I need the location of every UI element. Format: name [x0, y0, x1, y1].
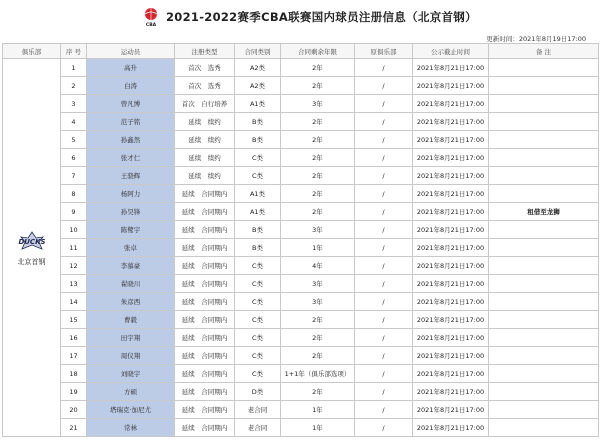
cell-original-club: /: [355, 113, 413, 131]
cell-contract-category: B类: [235, 131, 281, 149]
cell-deadline: 2021年8月21日17:00: [413, 185, 489, 203]
cell-no: 15: [61, 311, 87, 329]
cell-deadline: 2021年8月21日17:00: [413, 95, 489, 113]
cell-no: 21: [61, 419, 87, 437]
club-cell: [3, 59, 61, 437]
cell-reg-type: 延续 续约: [175, 113, 235, 131]
cell-no: 2: [61, 77, 87, 95]
cell-contract-category: C类: [235, 167, 281, 185]
cell-athlete: 曾凡博: [87, 95, 175, 113]
cell-no: 1: [61, 59, 87, 77]
cell-reg-type: 延续 合同期内: [175, 293, 235, 311]
cell-contract-category: A2类: [235, 59, 281, 77]
cell-reg-type: 延续 合同期内: [175, 239, 235, 257]
cell-athlete: 高升: [87, 59, 175, 77]
cell-reg-type: 首次 选秀: [175, 77, 235, 95]
cell-remaining-years: 3年: [281, 221, 355, 239]
cell-deadline: 2021年8月21日17:00: [413, 131, 489, 149]
cell-reg-type: 延续 续约: [175, 167, 235, 185]
cell-remaining-years: 3年: [281, 95, 355, 113]
ducks-logo: [12, 229, 52, 255]
header-athlete: 运动员: [87, 44, 175, 59]
cell-deadline: 2021年8月21日17:00: [413, 347, 489, 365]
cell-reg-type: 首次 自行培养: [175, 95, 235, 113]
cell-deadline: 2021年8月21日17:00: [413, 149, 489, 167]
cell-remaining-years: 2年: [281, 311, 355, 329]
cell-original-club: /: [355, 221, 413, 239]
table-header-row: [3, 44, 599, 59]
cell-reg-type: 延续 合同期内: [175, 311, 235, 329]
header-original-club: 原俱乐部: [355, 44, 413, 59]
cell-remaining-years: 2年: [281, 203, 355, 221]
cell-reg-type: 延续 合同期内: [175, 257, 235, 275]
cell-athlete: 刘晓宇: [87, 365, 175, 383]
cell-original-club: /: [355, 365, 413, 383]
table-row: [3, 419, 599, 437]
cba-logo: [143, 7, 159, 27]
cell-deadline: 2021年8月21日17:00: [413, 221, 489, 239]
cell-contract-category: C类: [235, 347, 281, 365]
cell-athlete: 周仪翔: [87, 347, 175, 365]
cell-contract-category: B类: [235, 221, 281, 239]
cell-original-club: /: [355, 293, 413, 311]
table-row: [3, 347, 599, 365]
cell-remaining-years: 2年: [281, 383, 355, 401]
cell-contract-category: 老合同: [235, 401, 281, 419]
cell-original-club: /: [355, 401, 413, 419]
cell-remaining-years: 1年: [281, 239, 355, 257]
cell-no: 19: [61, 383, 87, 401]
cell-remark: 租借至龙狮: [489, 203, 599, 221]
table-row: [3, 383, 599, 401]
table-row: [3, 293, 599, 311]
cell-reg-type: 延续 合同期内: [175, 275, 235, 293]
header-club: 俱乐部: [3, 44, 61, 59]
cell-original-club: /: [355, 239, 413, 257]
cell-athlete: 范子铭: [87, 113, 175, 131]
cell-original-club: /: [355, 167, 413, 185]
cell-remaining-years: 1年: [281, 419, 355, 437]
cell-no: 12: [61, 257, 87, 275]
svg-text:CBA: CBA: [145, 23, 157, 27]
cell-reg-type: 延续 续约: [175, 149, 235, 167]
cell-contract-category: C类: [235, 311, 281, 329]
header-remaining-years: 合同剩余年限: [281, 44, 355, 59]
cell-deadline: 2021年8月21日17:00: [413, 113, 489, 131]
cell-no: 4: [61, 113, 87, 131]
cell-reg-type: 延续 合同期内: [175, 185, 235, 203]
header-reg-type: 注册类型: [175, 44, 235, 59]
cell-athlete: 曹毅: [87, 311, 175, 329]
cell-reg-type: 延续 合同期内: [175, 329, 235, 347]
cell-athlete: 孙鑫然: [87, 131, 175, 149]
cell-remaining-years: 2年: [281, 167, 355, 185]
table-body: [3, 59, 599, 437]
cell-remaining-years: 2年: [281, 113, 355, 131]
cell-deadline: 2021年8月21日17:00: [413, 167, 489, 185]
cell-deadline: 2021年8月21日17:00: [413, 275, 489, 293]
table-row: [3, 329, 599, 347]
cell-remark: [489, 131, 599, 149]
cell-remark: [489, 167, 599, 185]
cell-original-club: /: [355, 185, 413, 203]
cell-remark: [489, 149, 599, 167]
cell-remaining-years: 3年: [281, 275, 355, 293]
cell-no: 18: [61, 365, 87, 383]
cell-no: 14: [61, 293, 87, 311]
table-row: [3, 149, 599, 167]
cell-remaining-years: 2年: [281, 185, 355, 203]
cell-remark: [489, 329, 599, 347]
cell-remark: [489, 185, 599, 203]
cell-athlete: 白涛: [87, 77, 175, 95]
cell-original-club: /: [355, 383, 413, 401]
page-header: [0, 6, 600, 32]
table-row: [3, 59, 599, 77]
cell-original-club: /: [355, 77, 413, 95]
cell-remark: [489, 383, 599, 401]
cell-remark: [489, 239, 599, 257]
cell-contract-category: C类: [235, 149, 281, 167]
cell-deadline: 2021年8月21日17:00: [413, 329, 489, 347]
cell-athlete: 李慕豪: [87, 257, 175, 275]
cell-reg-type: 延续 合同期内: [175, 383, 235, 401]
cell-reg-type: 延续 合同期内: [175, 401, 235, 419]
cell-contract-category: B类: [235, 239, 281, 257]
table-row: [3, 77, 599, 95]
club-name: 北京首钢: [17, 257, 46, 266]
svg-text:DUCKS: DUCKS: [17, 237, 46, 246]
cell-no: 11: [61, 239, 87, 257]
cell-original-club: /: [355, 131, 413, 149]
cell-deadline: 2021年8月21日17:00: [413, 257, 489, 275]
cell-deadline: 2021年8月21日17:00: [413, 293, 489, 311]
cell-athlete: 孙昊锋: [87, 203, 175, 221]
cell-remark: [489, 59, 599, 77]
cell-reg-type: 延续 合同期内: [175, 221, 235, 239]
cell-remaining-years: 1年: [281, 401, 355, 419]
header-no: 序 号: [61, 44, 87, 59]
cell-deadline: 2021年8月21日17:00: [413, 203, 489, 221]
cell-reg-type: 延续 续约: [175, 131, 235, 149]
cell-no: 9: [61, 203, 87, 221]
cell-remark: [489, 113, 599, 131]
cell-deadline: 2021年8月21日17:00: [413, 239, 489, 257]
cell-contract-category: C类: [235, 257, 281, 275]
header-remark: 备 注: [489, 44, 599, 59]
cell-no: 6: [61, 149, 87, 167]
cell-athlete: 塔瑞克·加尼尤: [87, 401, 175, 419]
table-row: [3, 131, 599, 149]
table-row: [3, 275, 599, 293]
cell-contract-category: A2类: [235, 77, 281, 95]
cell-remark: [489, 221, 599, 239]
cell-original-club: /: [355, 203, 413, 221]
cell-deadline: 2021年8月21日17:00: [413, 59, 489, 77]
cell-deadline: 2021年8月21日17:00: [413, 311, 489, 329]
page-title: 2021-2022赛季CBA联赛国内球员注册信息（北京首钢）: [166, 10, 477, 24]
table-row: [3, 311, 599, 329]
cell-remark: [489, 95, 599, 113]
cell-remaining-years: 2年: [281, 329, 355, 347]
update-time: 更新时间：2021年8月19日17:00: [486, 35, 586, 43]
cell-original-club: /: [355, 275, 413, 293]
cell-reg-type: 首次 选秀: [175, 59, 235, 77]
cell-no: 13: [61, 275, 87, 293]
cell-original-club: /: [355, 329, 413, 347]
cell-original-club: /: [355, 59, 413, 77]
cell-no: 10: [61, 221, 87, 239]
cell-athlete: 杨阿力: [87, 185, 175, 203]
table-row: [3, 113, 599, 131]
table-row: [3, 185, 599, 203]
cell-remaining-years: 1+1年（俱乐部选项）: [281, 365, 355, 383]
cell-reg-type: 延续 合同期内: [175, 419, 235, 437]
cell-no: 16: [61, 329, 87, 347]
registration-table: [2, 43, 599, 437]
cell-contract-category: A1类: [235, 95, 281, 113]
cell-deadline: 2021年8月21日17:00: [413, 77, 489, 95]
cell-athlete: 朱彦西: [87, 293, 175, 311]
cell-original-club: /: [355, 257, 413, 275]
cell-contract-category: A1类: [235, 185, 281, 203]
cell-no: 3: [61, 95, 87, 113]
header-contract-category: 合同类别: [235, 44, 281, 59]
cell-remaining-years: 4年: [281, 257, 355, 275]
table-row: [3, 239, 599, 257]
cell-remark: [489, 257, 599, 275]
cell-athlete: 陈鹭宇: [87, 221, 175, 239]
cell-no: 8: [61, 185, 87, 203]
table-row: [3, 365, 599, 383]
cell-contract-category: C类: [235, 365, 281, 383]
cell-contract-category: 老合同: [235, 419, 281, 437]
cell-deadline: 2021年8月21日17:00: [413, 365, 489, 383]
table-row: [3, 257, 599, 275]
cell-remaining-years: 2年: [281, 77, 355, 95]
cell-contract-category: C类: [235, 293, 281, 311]
cell-remaining-years: 3年: [281, 293, 355, 311]
cell-reg-type: 延续 合同期内: [175, 365, 235, 383]
cell-contract-category: A1类: [235, 203, 281, 221]
cell-remaining-years: 2年: [281, 347, 355, 365]
cell-no: 7: [61, 167, 87, 185]
cell-remark: [489, 347, 599, 365]
cell-remaining-years: 2年: [281, 149, 355, 167]
cell-athlete: 常林: [87, 419, 175, 437]
cell-deadline: 2021年8月21日17:00: [413, 419, 489, 437]
table-row: [3, 221, 599, 239]
cell-remark: [489, 311, 599, 329]
cell-original-club: /: [355, 419, 413, 437]
cell-deadline: 2021年8月21日17:00: [413, 401, 489, 419]
header-deadline: 公示截止时间: [413, 44, 489, 59]
cell-remark: [489, 77, 599, 95]
cell-reg-type: 延续 合同期内: [175, 347, 235, 365]
cell-remark: [489, 419, 599, 437]
cell-athlete: 张才仁: [87, 149, 175, 167]
table-row: [3, 95, 599, 113]
table-row: [3, 167, 599, 185]
cell-original-club: /: [355, 149, 413, 167]
table-row: [3, 401, 599, 419]
cell-athlete: 田宇翔: [87, 329, 175, 347]
cell-original-club: /: [355, 95, 413, 113]
cell-remaining-years: 2年: [281, 59, 355, 77]
cell-contract-category: C类: [235, 275, 281, 293]
cell-remark: [489, 401, 599, 419]
cell-athlete: 王骁辉: [87, 167, 175, 185]
cell-athlete: 张卓: [87, 239, 175, 257]
cell-athlete: 翟晓川: [87, 275, 175, 293]
cell-no: 17: [61, 347, 87, 365]
cell-no: 20: [61, 401, 87, 419]
cell-remark: [489, 293, 599, 311]
cell-no: 5: [61, 131, 87, 149]
cell-original-club: /: [355, 347, 413, 365]
cell-contract-category: C类: [235, 329, 281, 347]
cell-reg-type: 延续 合同期内: [175, 203, 235, 221]
cell-remark: [489, 365, 599, 383]
cell-remaining-years: 2年: [281, 131, 355, 149]
cell-athlete: 方硕: [87, 383, 175, 401]
table-row: [3, 203, 599, 221]
cell-contract-category: D类: [235, 383, 281, 401]
cell-contract-category: B类: [235, 113, 281, 131]
cell-original-club: /: [355, 311, 413, 329]
cell-remark: [489, 275, 599, 293]
cell-deadline: 2021年8月21日17:00: [413, 383, 489, 401]
